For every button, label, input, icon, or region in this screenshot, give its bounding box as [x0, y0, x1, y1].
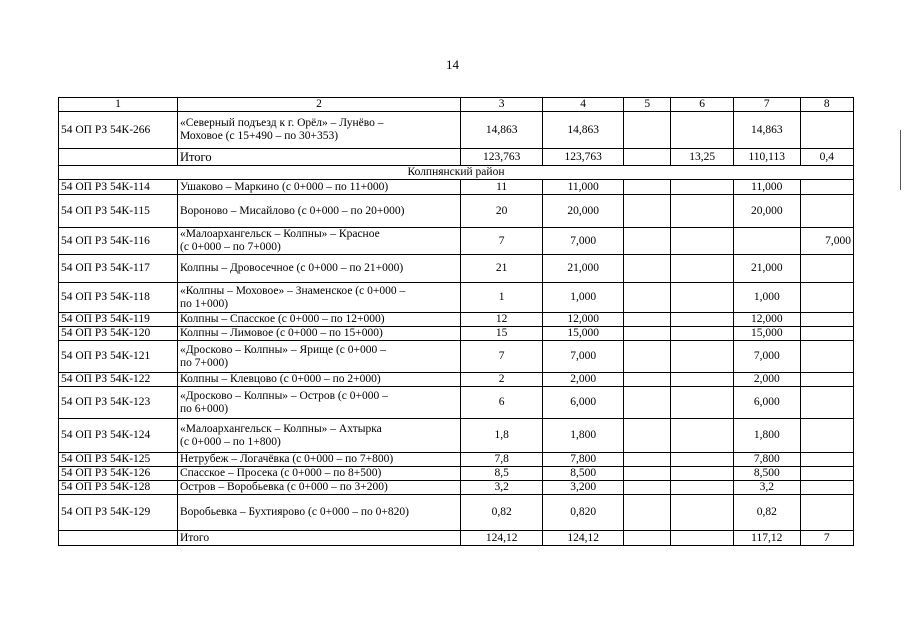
header-cell: 8	[800, 98, 853, 112]
cell-col6	[671, 341, 734, 373]
cell-col6	[671, 467, 734, 481]
road-code: 54 ОП РЗ 54К-120	[59, 327, 178, 341]
cell-col3: 2	[461, 373, 543, 387]
cell-col7: 7,800	[733, 453, 800, 467]
cell-col8	[800, 255, 853, 283]
cell-col6	[671, 195, 734, 228]
road-name-line: (с 0+000 – по 1+800)	[179, 435, 281, 448]
cell-col4: 1,800	[543, 419, 624, 453]
cell-col8	[800, 467, 853, 481]
road-code: 54 ОП РЗ 54К-129	[59, 495, 178, 531]
road-name	[177, 341, 460, 373]
cell-col4: 123,763	[543, 149, 624, 166]
road-name-line: Нетрубеж – Логачёвка (с 0+000 – по 7+800)	[179, 453, 394, 465]
cell-col5	[624, 228, 671, 255]
cell-col5	[624, 387, 671, 419]
cell-col7: 117,12	[733, 531, 800, 546]
road-name-line: Колпны – Дровосечное (с 0+000 – по 21+000)	[179, 262, 404, 274]
cell-col8: 7	[800, 531, 853, 546]
road-code: 54 ОП РЗ 54К-117	[59, 255, 178, 283]
cell-col4: 7,000	[543, 228, 624, 255]
road-name-line: по 1+000)	[179, 297, 229, 310]
cell-col3: 6	[461, 387, 543, 419]
road-name	[177, 313, 460, 327]
cell-col8	[800, 495, 853, 531]
road-code: 54 ОП РЗ 54К-118	[59, 283, 178, 313]
cell-col3: 0,82	[461, 495, 543, 531]
cell-col8	[800, 387, 853, 419]
district-heading: Колпнянский район	[59, 166, 854, 180]
road-name	[177, 112, 460, 149]
cell-col5	[624, 112, 671, 149]
cell-col7: 8,500	[733, 467, 800, 481]
road-name-line: «Северный подъезд к г. Орёл» – Лунёво –	[179, 117, 384, 129]
cell-col3: 20	[461, 195, 543, 228]
cell-col7: 12,000	[733, 313, 800, 327]
road-name-line: по 6+000)	[179, 402, 229, 415]
cell-col8: 0,4	[800, 149, 853, 166]
cell-col6	[671, 373, 734, 387]
cell-col4: 1,000	[543, 283, 624, 313]
road-name	[177, 195, 460, 228]
table-row	[59, 327, 854, 341]
road-name-line: Ушаково – Маркино (с 0+000 – по 11+000)	[179, 180, 389, 193]
cell-col7: 15,000	[733, 327, 800, 341]
header-cell: 1	[59, 98, 178, 112]
table-row	[59, 180, 854, 195]
road-name	[177, 387, 460, 419]
cell-col3: 21	[461, 255, 543, 283]
cell-col7: 21,000	[733, 255, 800, 283]
table-row	[59, 387, 854, 419]
cell-col4: 21,000	[543, 255, 624, 283]
cell-col6	[671, 283, 734, 313]
road-code: 54 ОП РЗ 54К-114	[59, 180, 178, 195]
scan-edge-mark	[900, 130, 901, 190]
cell-col6	[671, 112, 734, 149]
cell-col8	[800, 341, 853, 373]
road-code: 54 ОП РЗ 54К-124	[59, 419, 178, 453]
cell-col3: 15	[461, 327, 543, 341]
cell-col8	[800, 180, 853, 195]
cell-col4: 11,000	[543, 180, 624, 195]
cell-col5	[624, 149, 671, 166]
road-code: 54 ОП РЗ 54К-125	[59, 453, 178, 467]
road-name-line: «Колпны – Моховое» – Знаменское (с 0+000 –	[179, 284, 406, 297]
cell-col8	[800, 283, 853, 313]
road-name	[177, 481, 460, 495]
table-row	[59, 195, 854, 228]
cell-col5	[624, 373, 671, 387]
cell-col6	[671, 481, 734, 495]
road-name-line: Моховое (с 15+490 – по 30+353)	[179, 130, 339, 142]
road-name-line: Колпны – Лимовое (с 0+000 – по 15+000)	[179, 327, 383, 339]
cell-col5	[624, 481, 671, 495]
cell-col3: 124,12	[461, 531, 543, 546]
subtotal-row	[59, 531, 854, 546]
cell-col6	[671, 228, 734, 255]
road-code: 54 ОП РЗ 54К-266	[59, 112, 178, 149]
road-code: 54 ОП РЗ 54К-128	[59, 481, 178, 495]
road-name-line: Колпны – Клевцово (с 0+000 – по 2+000)	[179, 373, 381, 385]
roads-table	[58, 97, 854, 546]
road-name-line: «Дросково – Колпны» – Ярище (с 0+000 –	[179, 343, 386, 356]
cell-col8	[800, 112, 853, 149]
cell-col5	[624, 495, 671, 531]
cell-col8	[800, 481, 853, 495]
cell-col5	[624, 419, 671, 453]
header-row	[59, 98, 854, 112]
empty-cell	[59, 149, 178, 166]
table-body	[59, 98, 854, 546]
road-code: 54 ОП РЗ 54К-121	[59, 341, 178, 373]
cell-col3: 14,863	[461, 112, 543, 149]
road-code: 54 ОП РЗ 54К-123	[59, 387, 178, 419]
subtotal-label: Итого	[177, 531, 460, 546]
cell-col8	[800, 195, 853, 228]
cell-col4: 7,800	[543, 453, 624, 467]
road-name-line: Колпны – Спасское (с 0+000 – по 12+000)	[179, 313, 385, 325]
district-row	[59, 166, 854, 180]
road-name	[177, 327, 460, 341]
table-row	[59, 453, 854, 467]
cell-col4: 124,12	[543, 531, 624, 546]
cell-col5	[624, 531, 671, 546]
road-name-line: «Малоархангельск – Колпны» – Красное	[179, 228, 380, 240]
road-name	[177, 495, 460, 531]
table-row	[59, 112, 854, 149]
table-row	[59, 373, 854, 387]
road-name-line: Вороново – Мисайлово (с 0+000 – по 20+000)	[179, 204, 405, 217]
road-code: 54 ОП РЗ 54К-116	[59, 228, 178, 255]
road-name-line: «Дросково – Колпны» – Остров (с 0+000 –	[179, 389, 388, 402]
road-name	[177, 228, 460, 255]
cell-col8	[800, 327, 853, 341]
cell-col8	[800, 453, 853, 467]
cell-col3: 7	[461, 341, 543, 373]
road-name-line: (с 0+000 – по 7+000)	[179, 241, 281, 253]
cell-col7: 1,000	[733, 283, 800, 313]
cell-col5	[624, 453, 671, 467]
road-name	[177, 180, 460, 195]
table-row	[59, 228, 854, 255]
header-cell: 4	[543, 98, 624, 112]
cell-col5	[624, 283, 671, 313]
cell-col4: 7,000	[543, 341, 624, 373]
road-name	[177, 467, 460, 481]
cell-col7: 11,000	[733, 180, 800, 195]
header-cell: 2	[177, 98, 460, 112]
cell-col6	[671, 180, 734, 195]
table-row	[59, 313, 854, 327]
road-code: 54 ОП РЗ 54К-122	[59, 373, 178, 387]
cell-col4: 3,200	[543, 481, 624, 495]
cell-col8	[800, 373, 853, 387]
table-row	[59, 341, 854, 373]
cell-col3: 1,8	[461, 419, 543, 453]
header-cell: 5	[624, 98, 671, 112]
cell-col3: 123,763	[461, 149, 543, 166]
cell-col7: 0,82	[733, 495, 800, 531]
cell-col4: 14,863	[543, 112, 624, 149]
road-name	[177, 283, 460, 313]
cell-col7: 20,000	[733, 195, 800, 228]
header-cell: 7	[733, 98, 800, 112]
cell-col3: 7	[461, 228, 543, 255]
cell-col6	[671, 327, 734, 341]
road-name	[177, 419, 460, 453]
road-code: 54 ОП РЗ 54К-115	[59, 195, 178, 228]
road-code: 54 ОП РЗ 54К-126	[59, 467, 178, 481]
cell-col4: 8,500	[543, 467, 624, 481]
table-row	[59, 467, 854, 481]
table-row	[59, 255, 854, 283]
cell-col8: 7,000	[800, 228, 853, 255]
table-row	[59, 495, 854, 531]
table-row	[59, 481, 854, 495]
cell-col5	[624, 255, 671, 283]
cell-col5	[624, 341, 671, 373]
cell-col6	[671, 531, 734, 546]
empty-cell	[59, 531, 178, 546]
road-name	[177, 255, 460, 283]
cell-col7: 6,000	[733, 387, 800, 419]
cell-col7: 14,863	[733, 112, 800, 149]
cell-col3: 1	[461, 283, 543, 313]
subtotal-row	[59, 149, 854, 166]
cell-col8	[800, 419, 853, 453]
cell-col7: 7,000	[733, 341, 800, 373]
cell-col6	[671, 313, 734, 327]
cell-col5	[624, 195, 671, 228]
cell-col7	[733, 228, 800, 255]
cell-col6	[671, 255, 734, 283]
cell-col4: 12,000	[543, 313, 624, 327]
cell-col6	[671, 495, 734, 531]
road-name-line: Воробьевка – Бухтиярово (с 0+000 – по 0+820)	[179, 506, 409, 518]
cell-col4: 15,000	[543, 327, 624, 341]
page-number: 14	[446, 57, 459, 72]
cell-col3: 8,5	[461, 467, 543, 481]
cell-col7: 2,000	[733, 373, 800, 387]
cell-col8	[800, 313, 853, 327]
cell-col3: 11	[461, 180, 543, 195]
subtotal-label: Итого	[177, 149, 460, 166]
road-name-line: по 7+000)	[179, 356, 229, 369]
road-code: 54 ОП РЗ 54К-119	[59, 313, 178, 327]
table-row	[59, 283, 854, 313]
cell-col7: 1,800	[733, 419, 800, 453]
cell-col7: 110,113	[733, 149, 800, 166]
cell-col6: 13,25	[671, 149, 734, 166]
road-name	[177, 453, 460, 467]
cell-col6	[671, 453, 734, 467]
cell-col5	[624, 313, 671, 327]
cell-col3: 12	[461, 313, 543, 327]
cell-col7: 3,2	[733, 481, 800, 495]
cell-col4: 0,820	[543, 495, 624, 531]
cell-col3: 3,2	[461, 481, 543, 495]
cell-col3: 7,8	[461, 453, 543, 467]
cell-col6	[671, 387, 734, 419]
header-cell: 6	[671, 98, 734, 112]
header-cell: 3	[461, 98, 543, 112]
table-row	[59, 419, 854, 453]
cell-col5	[624, 327, 671, 341]
road-name-line: Остров – Воробьевка (с 0+000 – по 3+200)	[179, 481, 388, 493]
road-name-line: «Малоархангельск – Колпны» – Ахтырка	[179, 422, 382, 435]
cell-col4: 2,000	[543, 373, 624, 387]
road-name	[177, 373, 460, 387]
cell-col4: 20,000	[543, 195, 624, 228]
road-name-line: Спасское – Просека (с 0+000 – по 8+500)	[179, 467, 382, 479]
cell-col5	[624, 180, 671, 195]
cell-col6	[671, 419, 734, 453]
cell-col4: 6,000	[543, 387, 624, 419]
cell-col5	[624, 467, 671, 481]
